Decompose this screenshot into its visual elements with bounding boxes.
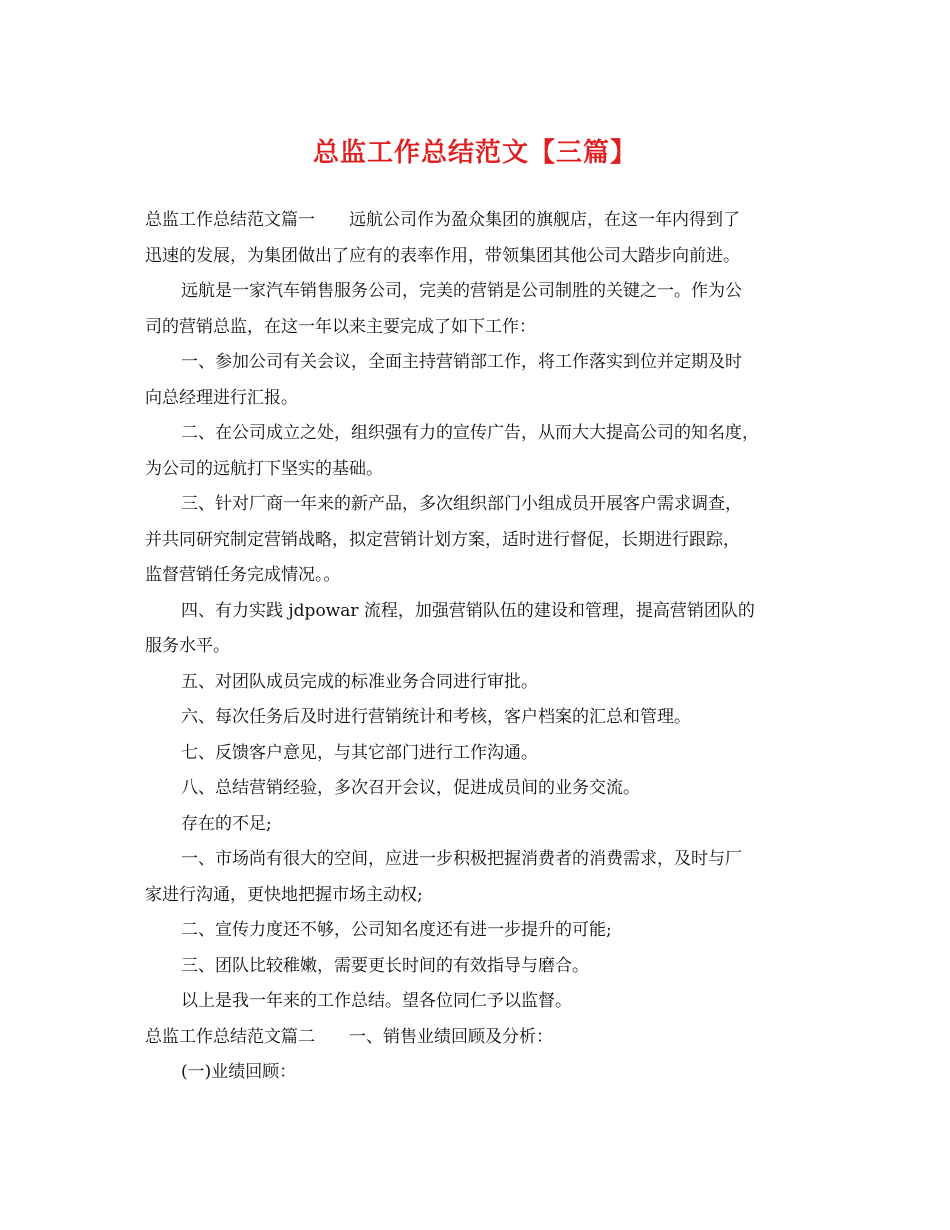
paragraph-line: 八、总结营销经验，多次召开会议，促进成员间的业务交流。	[181, 778, 640, 798]
paragraph-line: 并共同研究制定营销战略，拟定营销计划方案，适时进行督促，长期进行跟踪，	[145, 529, 740, 550]
paragraph-line: 六、每次任务后及时进行营销统计和考核，客户档案的汇总和管理。	[181, 707, 691, 727]
paragraph-line: 为公司的远航打下坚实的基础。	[145, 458, 383, 479]
paragraph-line: 一、参加公司有关会议，全面主持营销部工作，将工作落实到位并定期及时	[181, 352, 742, 372]
paragraph-line: 迅速的发展，为集团做出了应有的表率作用，带领集团其他公司大踏步向前进。	[145, 245, 740, 266]
paragraph-line: 监督营销任务完成情况。。	[145, 565, 341, 585]
paragraph-line: 总监工作总结范文篇一 远航公司作为盈众集团的旗舰店，在这一年内得到了	[145, 210, 740, 230]
paragraph-line: 三、针对厂商一年来的新产品，多次组织部门小组成员开展客户需求调查，	[181, 494, 742, 514]
paragraph-line: 以上是我一年来的工作总结。望各位同仁予以监督。	[181, 991, 572, 1011]
paragraph-line: 二、宣传力度还不够，公司知名度还有进一步提升的可能;	[181, 920, 612, 940]
paragraph-line: 司的营销总监，在这一年以来主要完成了如下工作：	[145, 316, 536, 337]
paragraph-line: 五、对团队成员完成的标准业务合同进行审批。	[181, 671, 538, 692]
paragraph-line: 四、有力实践 jdpowar 流程，加强营销队伍的建设和管理，提高营销团队的	[181, 600, 755, 621]
document-title: 总监工作总结范文【三篇】	[312, 138, 637, 168]
paragraph-line: 向总经理进行汇报。	[145, 387, 298, 408]
paragraph-line: 一、市场尚有很大的空间，应进一步积极把握消费者的消费需求，及时与厂	[181, 849, 742, 869]
paragraph-line: 服务水平。	[145, 636, 230, 656]
paragraph-line: 二、在公司成立之处，组织强有力的宣传广告，从而大大提高公司的知名度，	[181, 423, 759, 443]
paragraph-line: 总监工作总结范文篇二 一、销售业绩回顾及分析：	[145, 1026, 553, 1047]
document-body	[145, 203, 805, 1091]
paragraph-line: 三、团队比较稚嫩，需要更长时间的有效指导与磨合。	[181, 955, 589, 976]
paragraph-line: 七、反馈客户意见，与其它部门进行工作沟通。	[181, 742, 538, 763]
paragraph-line: (一)业绩回顾：	[181, 1062, 297, 1082]
paragraph-line: 家进行沟通，更快地把握市场主动权;	[145, 884, 423, 905]
paragraph-line: 远航是一家汽车销售服务公司，完美的营销是公司制胜的关键之一。作为公	[181, 281, 742, 301]
paragraph-line: 存在的不足;	[181, 813, 272, 834]
